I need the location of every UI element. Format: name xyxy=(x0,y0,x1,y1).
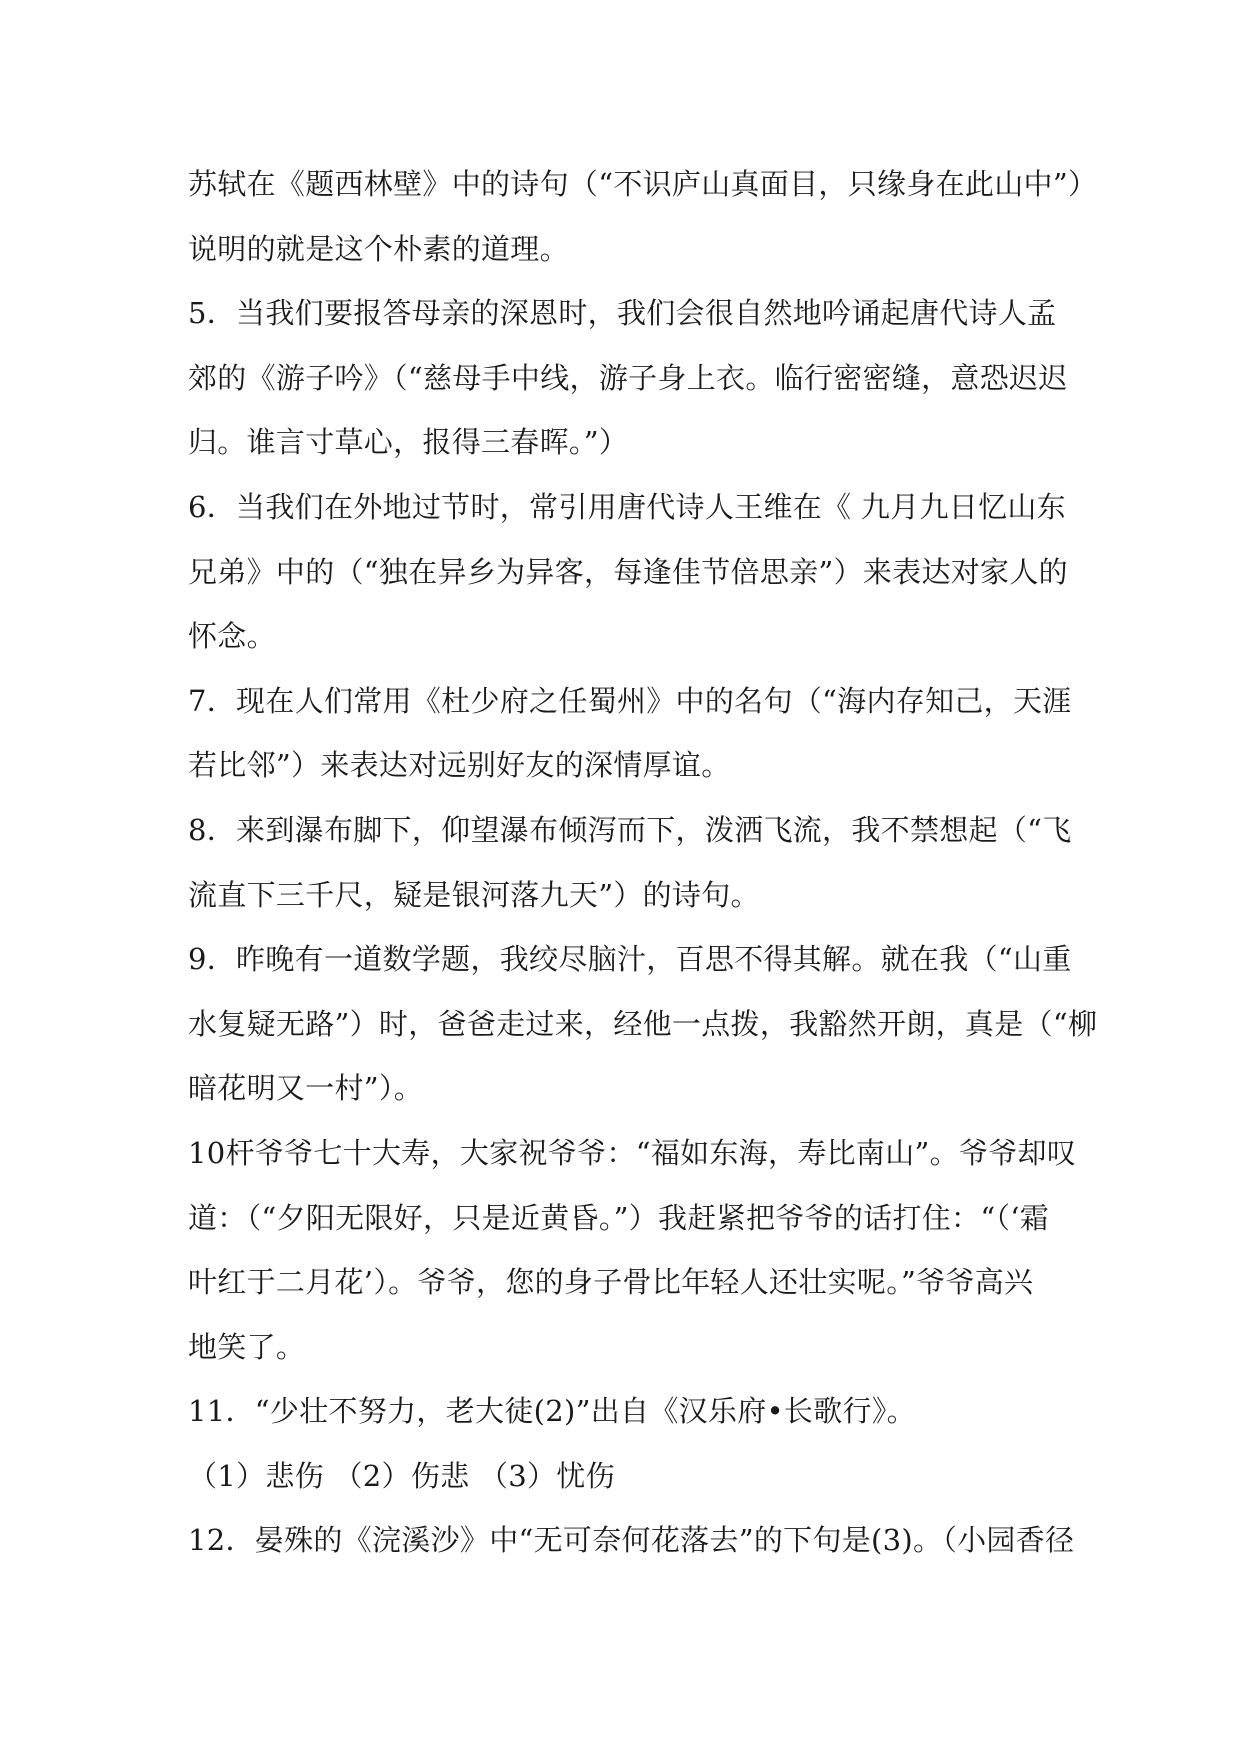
text-line: 流直下三千尺，疑是银河落九天”）的诗句。 xyxy=(188,877,760,912)
text-line: 叶红于二月花’）。爷爷，您的身子骨比年轻人还壮实呢。”爷爷高兴 xyxy=(188,1265,1034,1300)
text-line: 地笑了。 xyxy=(188,1329,306,1364)
text-line: 若比邻”）来表达对远别好友的深情厚谊。 xyxy=(188,748,731,783)
text-line: 10杆爷爷七十大寿，大家祝爷爷：“福如东海，寿比南山”。爷爷却叹 xyxy=(188,1135,1077,1170)
text-line: （1）悲伤 （2）伤悲 （3）忧伤 xyxy=(188,1458,615,1493)
text-line: 怀念。 xyxy=(188,619,276,654)
text-line: 6．当我们在外地过节时，常引用唐代诗人王维在《 九月九日忆山东 xyxy=(188,489,1066,524)
text-line: 苏轼在《题西林壁》中的诗句（“不识庐山真面目，只缘身在此山中”） xyxy=(188,167,1098,201)
text-line: 12．晏殊的《浣溪沙》中“无可奈何花落去”的下句是(3)。（小园香径 xyxy=(188,1523,1075,1558)
text-line: 道：（“夕阳无限好，只是近黄昏。”）我赶紧把爷爷的话打住：“（‘霜 xyxy=(188,1200,1050,1235)
text-line: 水复疑无路”）时，爸爸走过来，经他一点拨，我豁然开朗，真是（“柳 xyxy=(188,1006,1098,1041)
text-line: 说明的就是这个朴素的道理。 xyxy=(188,231,569,266)
text-line: 5．当我们要报答母亲的深恩时，我们会很自然地吟诵起唐代诗人孟 xyxy=(188,296,1057,331)
text-line: 11．“少壮不努力，老大徒(2)”出自《汉乐府•长歌行》。 xyxy=(188,1394,916,1429)
text-line: 9．昨晚有一道数学题，我绞尽脑汁，百思不得其解。就在我（“山重 xyxy=(188,942,1072,977)
text-line: 归。谁言寸草心，报得三春晖。”） xyxy=(188,425,629,460)
text-line: 暗花明又一村”）。 xyxy=(188,1071,424,1106)
text-line: 兄弟》中的（“独在异乡为异客，每逢佳节倍思亲”）来表达对家人的 xyxy=(188,554,1068,589)
text-line: 7．现在人们常用《杜少府之任蜀州》中的名句（“海内存知己，天涯 xyxy=(188,683,1072,718)
document-body xyxy=(188,152,1098,1573)
text-line: 8．来到瀑布脚下，仰望瀑布倾泻而下，泼洒飞流，我不禁想起（“飞 xyxy=(188,812,1072,847)
text-line: 郊的《游子吟》（“慈母手中线，游子身上衣。临行密密缝，意恐迟迟 xyxy=(188,360,1068,395)
